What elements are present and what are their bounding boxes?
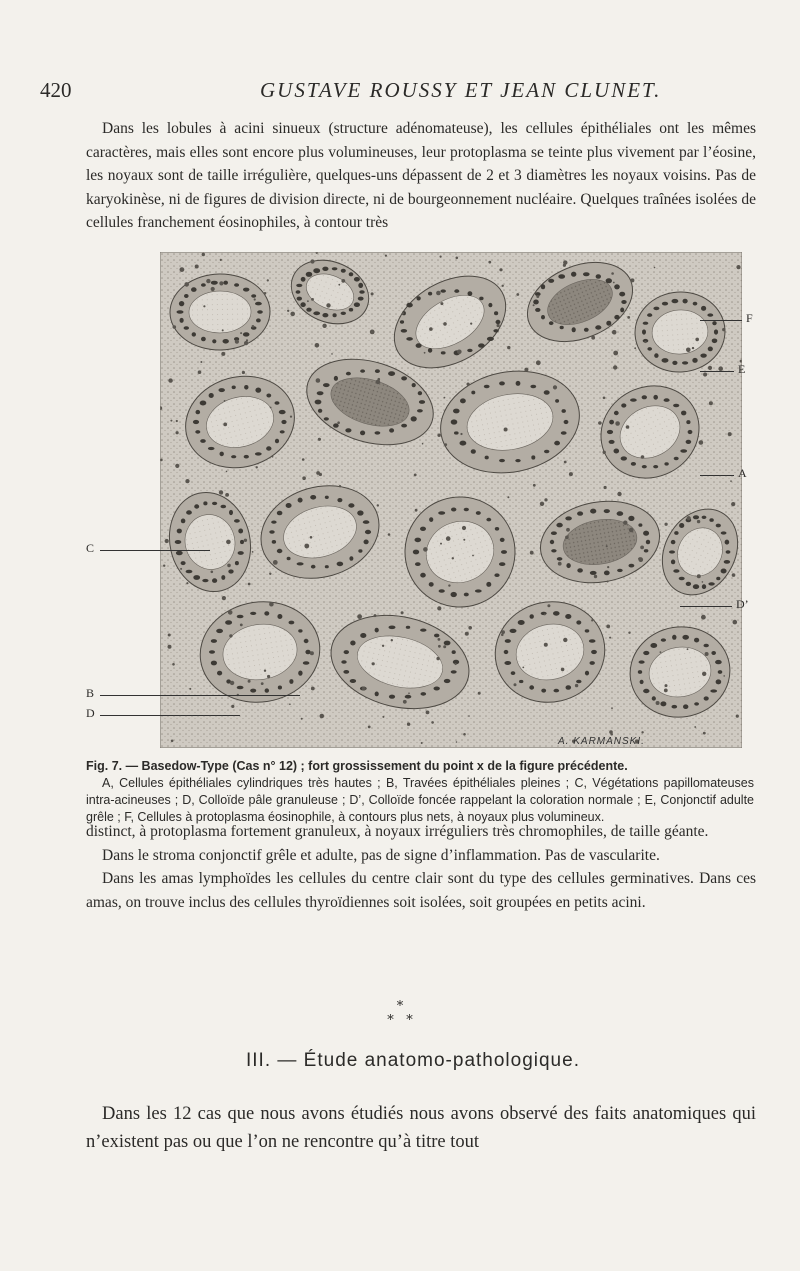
leader-c (100, 550, 210, 551)
paragraph-2: distinct, à protoplasma fortement granuleux, à noyaux irréguliers très chromophiles, de taille géante. (86, 823, 709, 840)
stroma-nucleus (173, 325, 177, 329)
stroma-nucleus (468, 715, 470, 717)
stroma-nucleus (641, 731, 643, 733)
stroma-nucleus (252, 325, 255, 328)
stroma-nucleus (640, 546, 644, 550)
stroma-nucleus (609, 637, 611, 639)
stroma-nucleus (240, 624, 243, 627)
stroma-nucleus (507, 346, 510, 349)
stroma-nucleus (524, 368, 528, 372)
stroma-nucleus (264, 292, 267, 295)
stroma-nucleus (203, 305, 205, 307)
stroma-nucleus (287, 310, 289, 312)
stroma-nucleus (242, 371, 245, 374)
stroma-nucleus (448, 584, 450, 586)
stroma-nucleus (702, 672, 706, 676)
stroma-nucleus (613, 365, 617, 369)
stroma-nucleus (165, 539, 169, 543)
stroma-nucleus (488, 261, 491, 264)
stroma-nucleus (443, 322, 447, 326)
stroma-nucleus (665, 684, 668, 687)
stroma-nucleus (168, 645, 172, 649)
stroma-nucleus (561, 668, 565, 672)
stroma-nucleus (611, 272, 614, 275)
stroma-nucleus (629, 528, 634, 533)
stroma-nucleus (227, 564, 231, 568)
stroma-nucleus (304, 544, 309, 549)
stroma-nucleus (337, 421, 340, 424)
stroma-nucleus (290, 312, 295, 317)
caption-body: A, Cellules épithéliales cylindriques très hautes ; B, Travées épithéliales pleines ; C, Végétations papillomateuses intra-acineuses ; D, Colloïde pâle granuleuse ; D’, Colloïde foncée rappelant la coloration normale ; E, Conjonctif adulte grêle ; F, Cellules à protoplasma éosinophile, à contours plus nets, à noyaux plus volumineux. (86, 776, 754, 824)
stroma-nucleus (240, 332, 242, 334)
stroma-nucleus (468, 626, 472, 630)
stroma-nucleus (639, 557, 644, 562)
stroma-nucleus (437, 434, 440, 437)
stroma-nucleus (339, 485, 341, 487)
stroma-nucleus (687, 648, 689, 650)
stroma-nucleus (206, 279, 210, 283)
label-f: F (746, 311, 753, 325)
stroma-nucleus (565, 536, 569, 540)
stroma-nucleus (501, 634, 504, 637)
stroma-nucleus (362, 687, 366, 691)
stroma-nucleus (423, 547, 428, 552)
stroma-nucleus (553, 385, 557, 389)
stroma-nucleus (180, 267, 185, 272)
stroma-nucleus (388, 533, 391, 536)
stroma-nucleus (465, 632, 469, 636)
stroma-nucleus (731, 502, 735, 506)
stroma-nucleus (695, 338, 699, 342)
leader-a (700, 475, 734, 476)
stroma-nucleus (728, 432, 732, 436)
stroma-nucleus (456, 257, 459, 260)
stroma-nucleus (536, 360, 541, 365)
stroma-nucleus (252, 551, 254, 553)
stroma-nucleus (687, 516, 691, 520)
stroma-nucleus (382, 716, 384, 718)
stroma-nucleus (591, 619, 593, 621)
stroma-nucleus (273, 560, 278, 565)
stroma-nucleus (370, 330, 375, 335)
stroma-nucleus (457, 350, 462, 355)
stroma-nucleus (569, 472, 573, 476)
stroma-nucleus (736, 265, 740, 269)
stroma-nucleus (563, 638, 567, 642)
stroma-nucleus (575, 684, 578, 687)
figure-caption (86, 758, 754, 826)
stroma-nucleus (702, 581, 704, 583)
stroma-nucleus (163, 565, 165, 567)
stroma-nucleus (733, 620, 738, 625)
stroma-nucleus (436, 291, 441, 296)
stroma-nucleus (326, 303, 330, 307)
stroma-nucleus (269, 573, 271, 575)
stroma-nucleus (694, 726, 696, 728)
leader-b (100, 695, 300, 696)
stroma-nucleus (617, 492, 621, 496)
running-title: GUSTAVE ROUSSY ET JEAN CLUNET. (260, 78, 662, 102)
stroma-nucleus (402, 312, 404, 314)
stroma-nucleus (514, 683, 517, 686)
stroma-nucleus (222, 596, 226, 600)
histology-figure (160, 252, 742, 748)
stroma-nucleus (522, 667, 524, 669)
leader-f (700, 320, 742, 321)
stroma-nucleus (176, 420, 178, 422)
stroma-nucleus (533, 484, 536, 487)
stroma-nucleus (444, 397, 446, 399)
paragraph-5: Dans les 12 cas que nous avons étudiés nous avons observé des faits anatomiques qui n’existent pas ou que l’on ne rencontre qu’à titre tout (86, 1104, 756, 1152)
stroma-nucleus (533, 304, 535, 306)
stroma-nucleus (431, 721, 434, 724)
stroma-nucleus (654, 267, 656, 269)
stroma-nucleus (611, 707, 613, 709)
stroma-nucleus (606, 545, 608, 547)
stroma-nucleus (272, 456, 274, 458)
stroma-nucleus (185, 479, 189, 483)
stroma-nucleus (455, 663, 457, 665)
stroma-nucleus (219, 490, 223, 494)
asterism-top: * (396, 999, 404, 1014)
stroma-nucleus (225, 493, 229, 497)
stroma-nucleus (310, 651, 314, 655)
stroma-nucleus (372, 662, 375, 665)
stroma-nucleus (544, 613, 546, 615)
stroma-nucleus (426, 711, 430, 715)
paragraph-intro (86, 117, 756, 235)
stroma-nucleus (269, 602, 274, 607)
stroma-nucleus (467, 383, 470, 386)
stroma-nucleus (290, 416, 292, 418)
stroma-nucleus (267, 279, 269, 281)
stroma-nucleus (436, 657, 439, 660)
stroma-nucleus (612, 330, 617, 335)
stroma-nucleus (311, 687, 315, 691)
stroma-nucleus (440, 543, 442, 545)
label-b: B (86, 686, 95, 700)
stroma-nucleus (316, 378, 321, 383)
stroma-nucleus (228, 610, 233, 615)
stroma-nucleus (603, 451, 606, 454)
stroma-nucleus (377, 504, 379, 506)
stroma-nucleus (172, 663, 175, 666)
stroma-nucleus (446, 536, 451, 541)
paragraph-block-2 (86, 820, 756, 914)
stroma-nucleus (623, 521, 627, 525)
stroma-nucleus (226, 540, 231, 545)
stroma-nucleus (499, 268, 502, 271)
page-number: 420 (40, 78, 72, 102)
stroma-nucleus (376, 380, 381, 385)
label-c: C (86, 541, 95, 555)
stroma-nucleus (732, 573, 736, 577)
stroma-nucleus (195, 265, 199, 269)
stroma-nucleus (385, 255, 387, 257)
stroma-nucleus (628, 632, 630, 634)
stroma-nucleus (563, 264, 566, 267)
stroma-nucleus (686, 348, 691, 353)
stroma-nucleus (226, 471, 228, 473)
stroma-nucleus (699, 440, 704, 445)
stroma-nucleus (564, 461, 567, 464)
stroma-nucleus (316, 471, 320, 475)
paragraph-3: Dans le stroma conjonctif grêle et adulte, pas de signe d’inflammation. Pas de vascularite. (102, 846, 660, 864)
stroma-nucleus (421, 742, 423, 744)
stroma-nucleus (604, 486, 607, 489)
stroma-nucleus (302, 476, 306, 480)
stroma-nucleus (175, 464, 179, 468)
stroma-nucleus (408, 692, 410, 694)
stroma-nucleus (189, 688, 191, 690)
stroma-nucleus (256, 466, 258, 468)
leader-d-prime (680, 606, 732, 607)
leader-d (100, 715, 240, 716)
stroma-nucleus (462, 526, 466, 530)
stroma-nucleus (566, 528, 570, 532)
stroma-nucleus (391, 639, 393, 641)
stroma-nucleus (211, 287, 215, 291)
stroma-nucleus (440, 302, 443, 305)
stroma-nucleus (270, 407, 272, 409)
stroma-nucleus (315, 343, 320, 348)
stroma-nucleus (630, 278, 634, 282)
stroma-nucleus (184, 282, 189, 287)
stroma-nucleus (168, 378, 172, 382)
stroma-nucleus (703, 732, 706, 735)
stroma-nucleus (244, 341, 248, 345)
stroma-nucleus (310, 259, 314, 263)
stroma-nucleus (382, 645, 384, 647)
stroma-nucleus (429, 327, 433, 331)
stroma-nucleus (311, 298, 314, 301)
stroma-nucleus (606, 625, 610, 629)
page-header (40, 74, 740, 108)
paragraph-block-3 (86, 1100, 756, 1156)
stroma-nucleus (248, 583, 251, 586)
stroma-nucleus (302, 458, 305, 461)
asterism (380, 1000, 420, 1038)
stroma-nucleus (634, 347, 636, 349)
stroma-nucleus (437, 606, 441, 610)
stroma-nucleus (456, 741, 458, 743)
histology-illustration (160, 252, 742, 748)
stroma-nucleus (443, 645, 446, 648)
stroma-nucleus (307, 300, 309, 302)
stroma-nucleus (660, 651, 662, 653)
stroma-nucleus (264, 670, 266, 672)
stroma-nucleus (374, 614, 377, 617)
stroma-nucleus (170, 420, 172, 422)
stroma-nucleus (219, 281, 223, 285)
stroma-nucleus (736, 715, 739, 718)
label-a: A (738, 466, 747, 480)
stroma-nucleus (504, 428, 508, 432)
stroma-nucleus (701, 615, 706, 620)
stroma-nucleus (357, 614, 362, 619)
stroma-nucleus (320, 714, 325, 719)
stroma-nucleus (368, 726, 371, 729)
stroma-nucleus (613, 351, 618, 356)
paragraph-4: Dans les amas lymphoïdes les cellules du centre clair sont du type des cellules germinatives. Dans ces amas, on trouve inclus des cellules thyroïdiennes soit isolées, soit groupées en petits acini. (86, 870, 756, 911)
stroma-nucleus (626, 425, 630, 429)
stroma-nucleus (414, 474, 417, 477)
stroma-nucleus (603, 397, 606, 400)
stroma-nucleus (440, 256, 442, 258)
stroma-nucleus (230, 681, 234, 685)
stroma-nucleus (607, 581, 609, 583)
stroma-nucleus (424, 352, 426, 354)
stroma-nucleus (186, 582, 188, 584)
stroma-nucleus (644, 341, 646, 343)
paragraph-1: Dans les lobules à acini sinueux (structure adénomateuse), les cellules épithéliales ont les mêmes caractères, mais elles sont encore plus volumineuses, leur protoplasma se teinte plus vivement par l’éosine, les noyaux sont de taille irrégulière, quelques-uns dépassent de 2 et 3 diamètres les noyaux voisins. Pas de karyokinèse, ni de figures de division directe, ni de bourgeonnement nucléaire. Quelques traînées isolées de cellules franchement éosinophiles, à contour très (86, 120, 756, 231)
stroma-nucleus (229, 634, 232, 637)
stroma-nucleus (224, 400, 226, 402)
stroma-nucleus (248, 680, 251, 683)
stroma-nucleus (656, 701, 660, 705)
stroma-nucleus (627, 316, 630, 319)
stroma-nucleus (244, 539, 247, 542)
leader-e (700, 371, 734, 372)
caption-heading: Fig. 7. — Basedow-Type (Cas n° 12) ; fort grossissement du point x de la figure précédente. (86, 759, 628, 773)
stroma-nucleus (415, 509, 418, 512)
artist-signature: A. KARMANSKI. (558, 736, 645, 747)
stroma-nucleus (502, 285, 504, 287)
stroma-nucleus (692, 347, 694, 349)
stroma-nucleus (463, 539, 465, 541)
stroma-nucleus (507, 496, 509, 498)
stroma-nucleus (235, 340, 239, 344)
stroma-nucleus (211, 571, 214, 574)
section-title: III. — Étude anatomo-pathologique. (246, 1050, 580, 1071)
label-d-prime: D’ (736, 597, 749, 611)
stroma-nucleus (722, 328, 725, 331)
stroma-nucleus (497, 324, 500, 327)
stroma-nucleus (254, 298, 256, 300)
stroma-nucleus (703, 373, 707, 377)
stroma-nucleus (547, 604, 550, 607)
stroma-nucleus (221, 352, 225, 356)
stroma-nucleus (463, 733, 466, 736)
stroma-nucleus (223, 423, 227, 427)
stroma-nucleus (310, 536, 313, 539)
stroma-nucleus (591, 336, 595, 340)
stroma-nucleus (598, 421, 602, 425)
stroma-nucleus (318, 438, 321, 441)
stroma-nucleus (202, 253, 205, 256)
stroma-nucleus (470, 323, 472, 325)
stroma-nucleus (331, 353, 333, 355)
stroma-nucleus (180, 568, 182, 570)
stroma-nucleus (607, 566, 609, 568)
stroma-nucleus (709, 401, 713, 405)
stroma-nucleus (697, 574, 701, 578)
stroma-nucleus (708, 366, 712, 370)
stroma-nucleus (407, 723, 410, 726)
stroma-nucleus (613, 282, 615, 284)
stroma-nucleus (220, 259, 222, 261)
stroma-nucleus (452, 557, 454, 559)
stroma-nucleus (171, 740, 174, 743)
stroma-nucleus (338, 284, 340, 286)
stroma-nucleus (403, 700, 407, 704)
stroma-nucleus (697, 520, 700, 523)
stroma-nucleus (516, 293, 519, 296)
stroma-nucleus (438, 638, 441, 641)
stroma-nucleus (422, 443, 424, 445)
stroma-nucleus (231, 705, 234, 708)
stroma-nucleus (341, 279, 345, 283)
stroma-nucleus (540, 502, 544, 506)
stroma-nucleus (730, 480, 732, 482)
stroma-nucleus (536, 295, 539, 298)
label-d: D (86, 706, 95, 720)
stroma-nucleus (267, 675, 270, 678)
stroma-nucleus (371, 292, 374, 295)
stroma-nucleus (438, 645, 441, 648)
stroma-nucleus (222, 329, 224, 331)
stroma-nucleus (200, 361, 202, 363)
stroma-nucleus (501, 630, 505, 634)
stroma-nucleus (478, 692, 481, 695)
stroma-nucleus (705, 652, 709, 656)
stroma-nucleus (176, 431, 179, 434)
stroma-nucleus (641, 455, 645, 459)
stroma-nucleus (460, 433, 462, 435)
stroma-nucleus (530, 551, 534, 555)
stroma-nucleus (401, 611, 404, 614)
stroma-nucleus (472, 555, 474, 557)
stroma-nucleus (615, 421, 620, 426)
stroma-nucleus (723, 675, 725, 677)
stroma-nucleus (665, 523, 668, 526)
stroma-nucleus (544, 498, 547, 501)
stroma-nucleus (168, 634, 171, 637)
stroma-nucleus (198, 370, 202, 374)
stroma-nucleus (594, 575, 597, 578)
label-e: E (738, 362, 746, 376)
stroma-nucleus (664, 689, 668, 693)
stroma-nucleus (322, 324, 326, 328)
asterism-bottom: * * (387, 1013, 413, 1028)
stroma-nucleus (558, 562, 562, 566)
stroma-nucleus (301, 718, 303, 720)
stroma-nucleus (544, 643, 548, 647)
stroma-nucleus (261, 682, 264, 685)
stroma-nucleus (289, 703, 291, 705)
stroma-nucleus (444, 443, 447, 446)
